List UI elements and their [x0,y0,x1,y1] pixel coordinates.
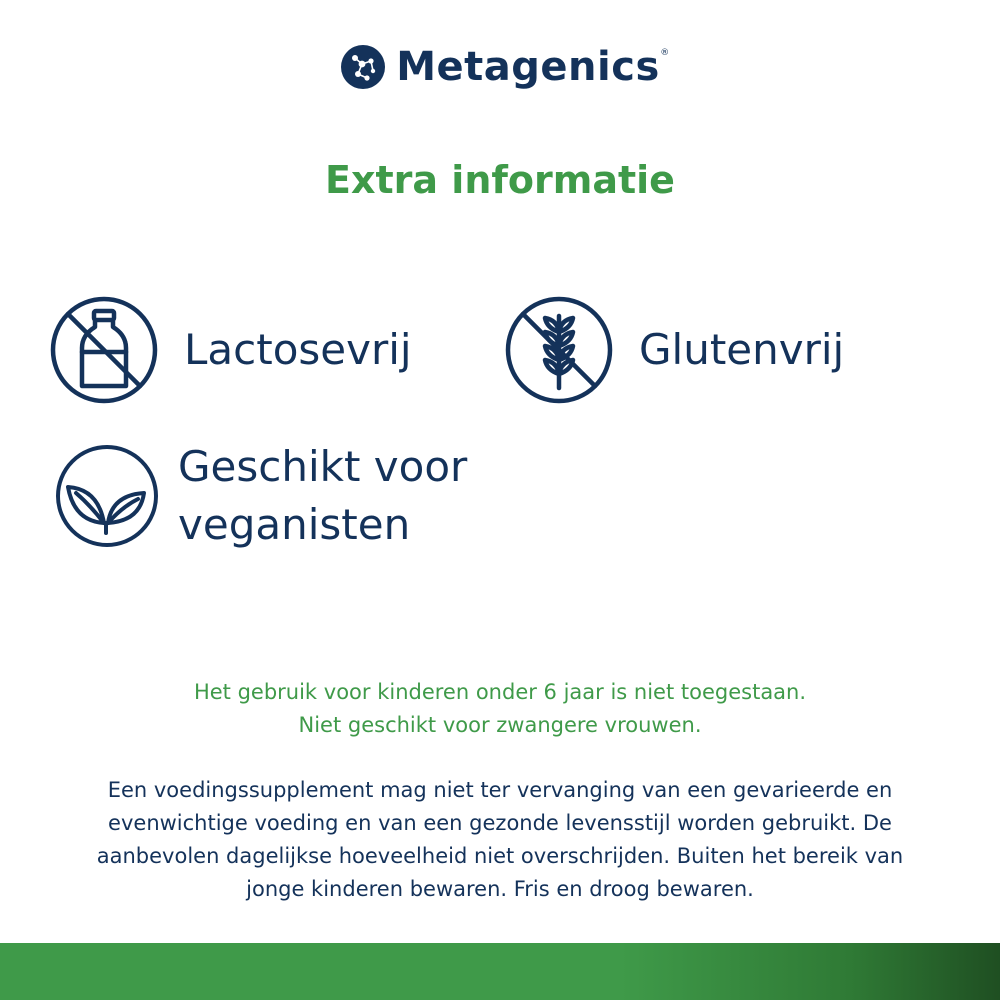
feature-label-line-2: veganisten [178,500,411,549]
warning-line-1: Het gebruik voor kinderen onder 6 jaar is niet toegestaan. [193,680,807,704]
molecule-globe-icon [340,44,386,90]
feature-vegan [54,438,467,554]
feature-label [178,438,467,554]
brand-name: Metagenics ® [396,44,670,90]
leaves-icon [54,443,160,549]
disclaimer-line-3: aanbevolen dagelijkse hoeveelheid niet overschrijden. Buiten het bereik van [96,844,904,868]
disclaimer-line-2: evenwichtige voeding en van een gezonde levensstijl worden gebruikt. De [108,811,892,835]
usage-warning [0,676,1000,742]
feature-lactose-free [48,294,412,406]
registered-mark: ® [660,48,670,58]
section-title: Extra informatie [325,158,675,202]
footer-bar [0,943,1000,1000]
feature-label: Glutenvrij [639,325,845,374]
warning-line-2: Niet geschikt voor zwangere vrouwen. [298,713,702,737]
no-milk-bottle-icon [48,294,160,406]
disclaimer-line-4: jonge kinderen bewaren. Fris en droog bewaren. [246,877,754,901]
no-wheat-icon [503,294,615,406]
disclaimer-line-1: Een voedingssupplement mag niet ter vervanging van een gevarieerde en [107,778,893,802]
feature-label: Lactosevrij [184,325,412,374]
brand-logo [0,44,1000,90]
supplement-disclaimer [70,774,930,906]
feature-label-line-1: Geschikt voor [178,442,468,491]
feature-gluten-free [503,294,844,406]
